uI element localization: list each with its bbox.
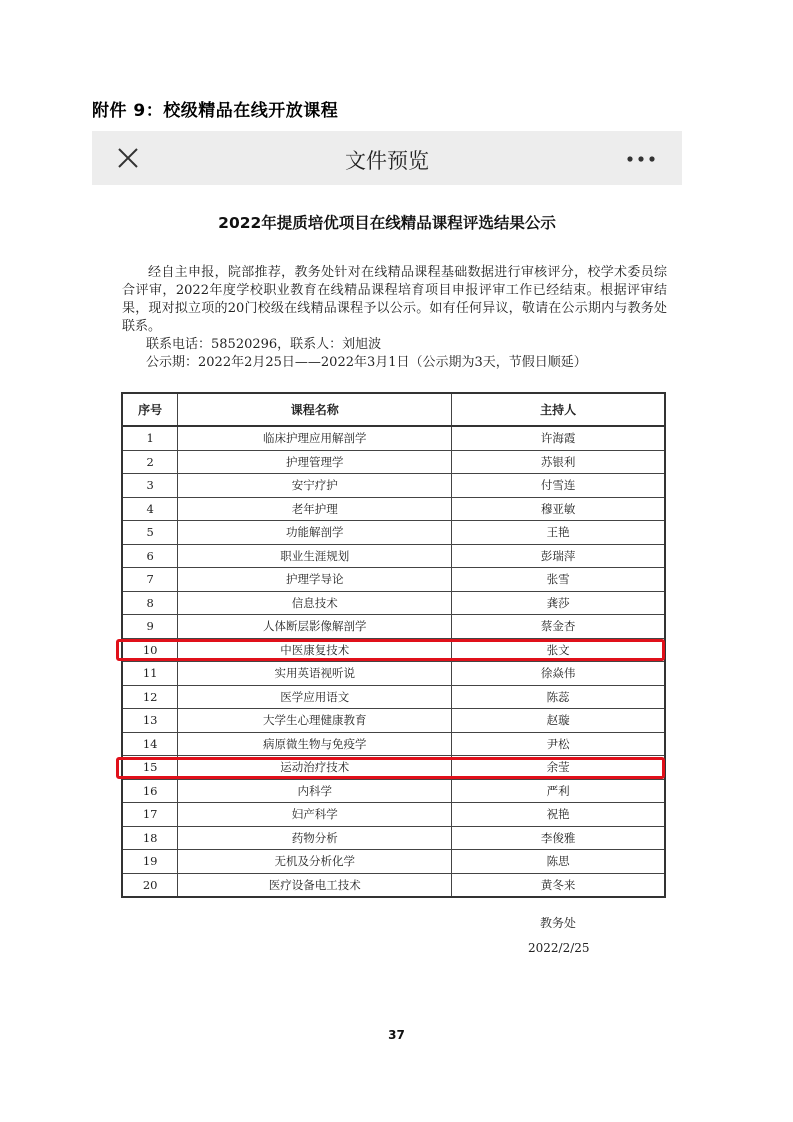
file-preview-bar (92, 131, 682, 185)
table-row (122, 544, 665, 568)
cell-host: 许海霞 (452, 426, 665, 450)
cell-course: 病原微生物与免疫学 (178, 732, 452, 756)
page-number: 37 (388, 1028, 405, 1042)
cell-host: 尹松 (452, 732, 665, 756)
table-row (122, 732, 665, 756)
cell-host: 李俊雅 (452, 826, 665, 850)
cell-course: 功能解剖学 (178, 521, 452, 545)
document-body (122, 264, 667, 372)
cell-host: 张文 (452, 638, 665, 662)
document-heading: 2022年提质培优项目在线精品课程评选结果公示 (218, 214, 556, 232)
cell-course: 运动治疗技术 (178, 756, 452, 780)
table-row (122, 497, 665, 521)
table-row (122, 474, 665, 498)
cell-course: 中医康复技术 (178, 638, 452, 662)
header-course-name: 课程名称 (178, 393, 452, 426)
viewer-title: 文件预览 (345, 149, 429, 173)
table-row (122, 591, 665, 615)
cell-course: 实用英语视听说 (178, 662, 452, 686)
highlight-box-row-15 (116, 757, 665, 779)
cell-course: 临床护理应用解剖学 (178, 426, 452, 450)
cell-host: 蔡金杏 (452, 615, 665, 639)
cell-course: 医疗设备电工技术 (178, 873, 452, 897)
cell-host: 陈思 (452, 850, 665, 874)
announcement-paragraph: 经自主申报，院部推荐，教务处针对在线精品课程基础数据进行审核评分，校学术委员综合评审，2022年度学校职业教育在线精品课程培育项目申报评审工作已经结束。根据评审结果，现对拟立项的20门校级在线精品课程予以公示。如有任何异议，敬请在公示期内与教务处联系。 (122, 265, 667, 334)
header-host: 主持人 (452, 393, 665, 426)
cell-index: 1 (122, 426, 178, 450)
cell-index: 14 (122, 732, 178, 756)
cell-host: 徐焱伟 (452, 662, 665, 686)
cell-index: 13 (122, 709, 178, 733)
cell-index: 20 (122, 873, 178, 897)
signature-date: 2022/2/25 (528, 941, 590, 955)
cell-index: 15 (122, 756, 178, 780)
table-row (122, 850, 665, 874)
table-row (122, 779, 665, 803)
highlight-box-row-10 (116, 639, 665, 661)
cell-index: 17 (122, 803, 178, 827)
cell-host: 彭瑞萍 (452, 544, 665, 568)
cell-index: 5 (122, 521, 178, 545)
cell-host: 龚莎 (452, 591, 665, 615)
attachment-title: 附件 9：校级精品在线开放课程 (92, 101, 339, 121)
cell-index: 6 (122, 544, 178, 568)
cell-course: 医学应用语文 (178, 685, 452, 709)
table-row (122, 450, 665, 474)
cell-host: 余莹 (452, 756, 665, 780)
cell-index: 7 (122, 568, 178, 592)
cell-index: 8 (122, 591, 178, 615)
cell-index: 3 (122, 474, 178, 498)
table-row (122, 615, 665, 639)
cell-host: 赵璇 (452, 709, 665, 733)
cell-host: 付雪连 (452, 474, 665, 498)
table-row (122, 685, 665, 709)
cell-course: 大学生心理健康教育 (178, 709, 452, 733)
cell-course: 人体断层影像解剖学 (178, 615, 452, 639)
more-icon[interactable] (626, 155, 656, 163)
period-line: 公示期：2022年2月25日——2022年3月1日（公示期为3天，节假日顺延） (146, 355, 587, 370)
cell-host: 张雪 (452, 568, 665, 592)
cell-host: 穆亚敏 (452, 497, 665, 521)
cell-host: 黄冬来 (452, 873, 665, 897)
signature-department: 教务处 (540, 916, 577, 930)
cell-course: 药物分析 (178, 826, 452, 850)
cell-index: 11 (122, 662, 178, 686)
cell-course: 老年护理 (178, 497, 452, 521)
cell-index: 4 (122, 497, 178, 521)
table-row (122, 873, 665, 897)
cell-course: 职业生涯规划 (178, 544, 452, 568)
cell-index: 18 (122, 826, 178, 850)
cell-index: 19 (122, 850, 178, 874)
table-row (122, 568, 665, 592)
cell-host: 严利 (452, 779, 665, 803)
cell-index: 2 (122, 450, 178, 474)
table-row (122, 803, 665, 827)
header-index: 序号 (122, 393, 178, 426)
cell-index: 12 (122, 685, 178, 709)
cell-course: 护理学导论 (178, 568, 452, 592)
cell-course: 妇产科学 (178, 803, 452, 827)
table-row (122, 521, 665, 545)
table-header-row (122, 393, 665, 426)
cell-host: 王艳 (452, 521, 665, 545)
table-row (122, 826, 665, 850)
cell-host: 苏银利 (452, 450, 665, 474)
cell-host: 陈蕊 (452, 685, 665, 709)
cell-host: 祝艳 (452, 803, 665, 827)
cell-course: 内科学 (178, 779, 452, 803)
table-row (122, 662, 665, 686)
cell-index: 10 (122, 638, 178, 662)
table-row (122, 426, 665, 450)
cell-course: 信息技术 (178, 591, 452, 615)
cell-course: 无机及分析化学 (178, 850, 452, 874)
table-row (122, 709, 665, 733)
contact-line: 联系电话：58520296，联系人：刘旭波 (146, 337, 382, 352)
cell-course: 护理管理学 (178, 450, 452, 474)
cell-course: 安宁疗护 (178, 474, 452, 498)
cell-index: 16 (122, 779, 178, 803)
cell-index: 9 (122, 615, 178, 639)
